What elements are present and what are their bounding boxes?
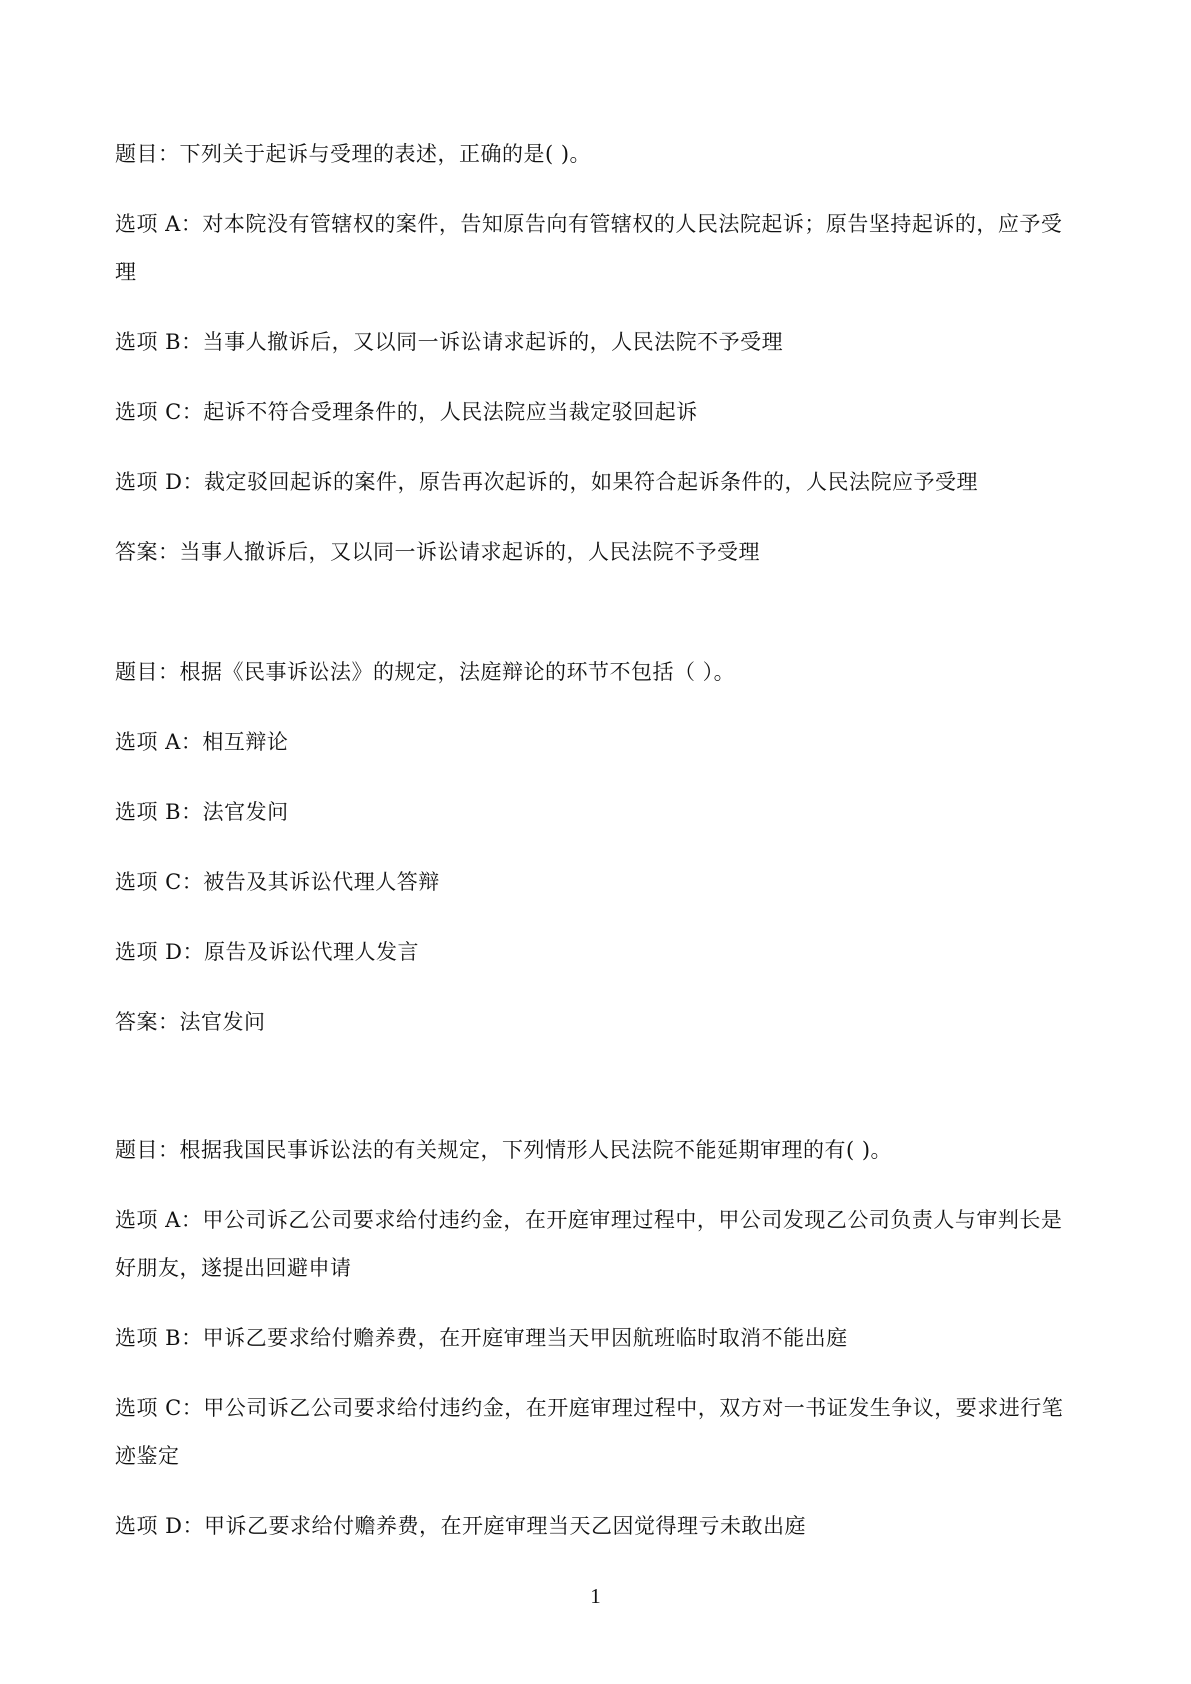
option-a: 选项 A：对本院没有管辖权的案件，告知原告向有管辖权的人民法院起诉；原告坚持起诉的，应予受理 <box>115 212 1063 284</box>
question-title: 题目：根据《民事诉讼法》的规定，法庭辩论的环节不包括（ ）。 <box>115 660 736 684</box>
option-d: 选项 D：原告及诉讼代理人发言 <box>115 940 420 964</box>
option-c: 选项 C：起诉不符合受理条件的，人民法院应当裁定驳回起诉 <box>115 400 698 424</box>
answer: 答案：法官发问 <box>115 1010 266 1034</box>
question-title: 题目：下列关于起诉与受理的表述，正确的是( )。 <box>115 142 592 166</box>
option-d: 选项 D：裁定驳回起诉的案件，原告再次起诉的，如果符合起诉条件的，人民法院应予受理 <box>115 470 979 494</box>
option-d: 选项 D：甲诉乙要求给付赡养费，在开庭审理当天乙因觉得理亏未敢出庭 <box>115 1514 807 1538</box>
question-block-3 <box>115 1126 1075 1550</box>
page-number: 1 <box>590 1584 601 1608</box>
block-spacer <box>115 1068 1075 1126</box>
option-a: 选项 A：相互辩论 <box>115 730 289 754</box>
document-content <box>115 130 1075 1572</box>
question-block-1 <box>115 130 1075 576</box>
option-b: 选项 B：法官发问 <box>115 800 289 824</box>
option-c: 选项 C：被告及其诉讼代理人答辩 <box>115 870 440 894</box>
question-title: 题目：根据我国民事诉讼法的有关规定，下列情形人民法院不能延期审理的有( )。 <box>115 1138 893 1162</box>
option-b: 选项 B：甲诉乙要求给付赡养费，在开庭审理当天甲因航班临时取消不能出庭 <box>115 1326 848 1350</box>
answer: 答案：当事人撤诉后，又以同一诉讼请求起诉的，人民法院不予受理 <box>115 540 760 564</box>
option-c: 选项 C：甲公司诉乙公司要求给付违约金，在开庭审理过程中，双方对一书证发生争议，要求进行笔迹鉴定 <box>115 1396 1064 1468</box>
question-block-2 <box>115 648 1075 1046</box>
block-spacer <box>115 598 1075 648</box>
option-a: 选项 A：甲公司诉乙公司要求给付违约金，在开庭审理过程中，甲公司发现乙公司负责人与审判长是好朋友，遂提出回避申请 <box>115 1208 1063 1280</box>
option-b: 选项 B：当事人撤诉后，又以同一诉讼请求起诉的，人民法院不予受理 <box>115 330 784 354</box>
